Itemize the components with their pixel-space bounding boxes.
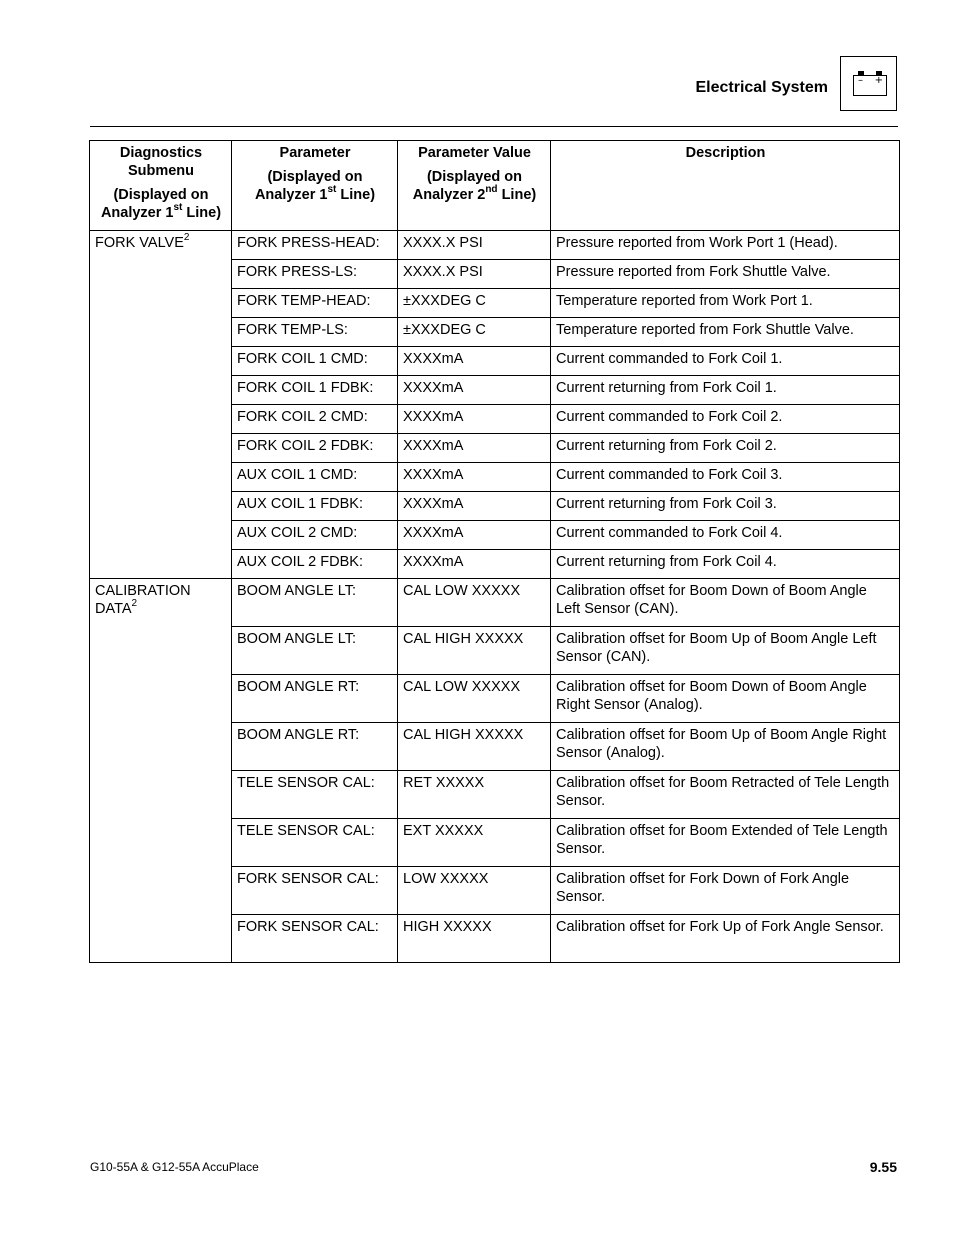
description-cell: Calibration offset for Boom Up of Boom Angle Left Sensor (CAN). [551,627,900,675]
value-cell: CAL LOW XXXXX [398,675,551,723]
parameter-cell: BOOM ANGLE LT: [232,627,398,675]
table-row [90,231,900,260]
value-cell: XXXXmA [398,550,551,579]
parameter-cell: AUX COIL 1 CMD: [232,463,398,492]
table-header-row [90,141,900,231]
description-cell: Current commanded to Fork Coil 4. [551,521,900,550]
header-description: Description [551,141,900,231]
value-cell: CAL LOW XXXXX [398,579,551,627]
description-cell: Calibration offset for Boom Up of Boom Angle Right Sensor (Analog). [551,723,900,771]
value-cell: LOW XXXXX [398,867,551,915]
parameter-cell: FORK COIL 1 CMD: [232,347,398,376]
value-cell: XXXX.X PSI [398,231,551,260]
parameter-cell: BOOM ANGLE RT: [232,675,398,723]
parameter-cell: FORK COIL 2 FDBK: [232,434,398,463]
description-cell: Calibration offset for Fork Down of Fork Angle Sensor. [551,867,900,915]
value-cell: XXXXmA [398,521,551,550]
value-cell: EXT XXXXX [398,819,551,867]
parameter-cell: TELE SENSOR CAL: [232,819,398,867]
description-cell: Temperature reported from Work Port 1. [551,289,900,318]
description-cell: Current returning from Fork Coil 4. [551,550,900,579]
footer-model: G10-55A & G12-55A AccuPlace [90,1160,259,1174]
value-cell: RET XXXXX [398,771,551,819]
value-cell: XXXX.X PSI [398,260,551,289]
description-cell: Current returning from Fork Coil 2. [551,434,900,463]
description-cell: Calibration offset for Boom Retracted of Tele Length Sensor. [551,771,900,819]
description-cell: Current commanded to Fork Coil 3. [551,463,900,492]
description-cell: Pressure reported from Fork Shuttle Valve. [551,260,900,289]
value-cell: HIGH XXXXX [398,915,551,963]
description-cell: Calibration offset for Fork Up of Fork Angle Sensor. [551,915,900,963]
description-cell: Temperature reported from Fork Shuttle Valve. [551,318,900,347]
description-cell: Calibration offset for Boom Down of Boom Angle Left Sensor (CAN). [551,579,900,627]
description-cell: Current returning from Fork Coil 1. [551,376,900,405]
parameter-cell: FORK TEMP-LS: [232,318,398,347]
value-cell: XXXXmA [398,434,551,463]
battery-minus-sign: – [858,75,863,86]
header-parameter-value: Parameter Value (Displayed on Analyzer 2nd Line) [398,141,551,231]
header-parameter: Parameter (Displayed on Analyzer 1st Line) [232,141,398,231]
value-cell: XXXXmA [398,347,551,376]
table-body [90,231,900,963]
description-cell: Current commanded to Fork Coil 2. [551,405,900,434]
submenu-cell: CALIBRATION DATA$^2$ [90,579,232,963]
parameter-cell: FORK COIL 2 CMD: [232,405,398,434]
parameter-cell: FORK TEMP-HEAD: [232,289,398,318]
value-cell: ±XXXDEG C [398,289,551,318]
value-cell: XXXXmA [398,376,551,405]
value-cell: XXXXmA [398,492,551,521]
section-title: Electrical System [695,79,828,96]
header-diagnostics-submenu: Diagnostics Submenu (Displayed on Analyzer 1st Line) [90,141,232,231]
parameter-cell: FORK COIL 1 FDBK: [232,376,398,405]
value-cell: XXXXmA [398,463,551,492]
description-cell: Calibration offset for Boom Extended of Tele Length Sensor. [551,819,900,867]
section-icon-box [840,56,897,111]
submenu-cell: FORK VALVE$^2$ [90,231,232,579]
description-cell: Current commanded to Fork Coil 1. [551,347,900,376]
parameter-cell: FORK PRESS-LS: [232,260,398,289]
description-cell: Pressure reported from Work Port 1 (Head). [551,231,900,260]
parameter-cell: FORK PRESS-HEAD: [232,231,398,260]
parameter-cell: AUX COIL 1 FDBK: [232,492,398,521]
value-cell: CAL HIGH XXXXX [398,723,551,771]
battery-plus-sign: + [874,75,883,86]
parameter-cell: AUX COIL 2 CMD: [232,521,398,550]
page-number: 9.55 [869,1159,897,1175]
description-cell: Calibration offset for Boom Down of Boom Angle Right Sensor (Analog). [551,675,900,723]
value-cell: CAL HIGH XXXXX [398,627,551,675]
description-cell: Current returning from Fork Coil 3. [551,492,900,521]
parameter-cell: TELE SENSOR CAL: [232,771,398,819]
parameter-cell: BOOM ANGLE LT: [232,579,398,627]
header-rule [90,126,898,127]
parameter-cell: FORK SENSOR CAL: [232,867,398,915]
parameter-cell: FORK SENSOR CAL: [232,915,398,963]
value-cell: XXXXmA [398,405,551,434]
parameter-cell: AUX COIL 2 FDBK: [232,550,398,579]
battery-icon [853,75,887,96]
diagnostics-table [89,140,900,963]
parameter-cell: BOOM ANGLE RT: [232,723,398,771]
value-cell: ±XXXDEG C [398,318,551,347]
table-row [90,579,900,627]
